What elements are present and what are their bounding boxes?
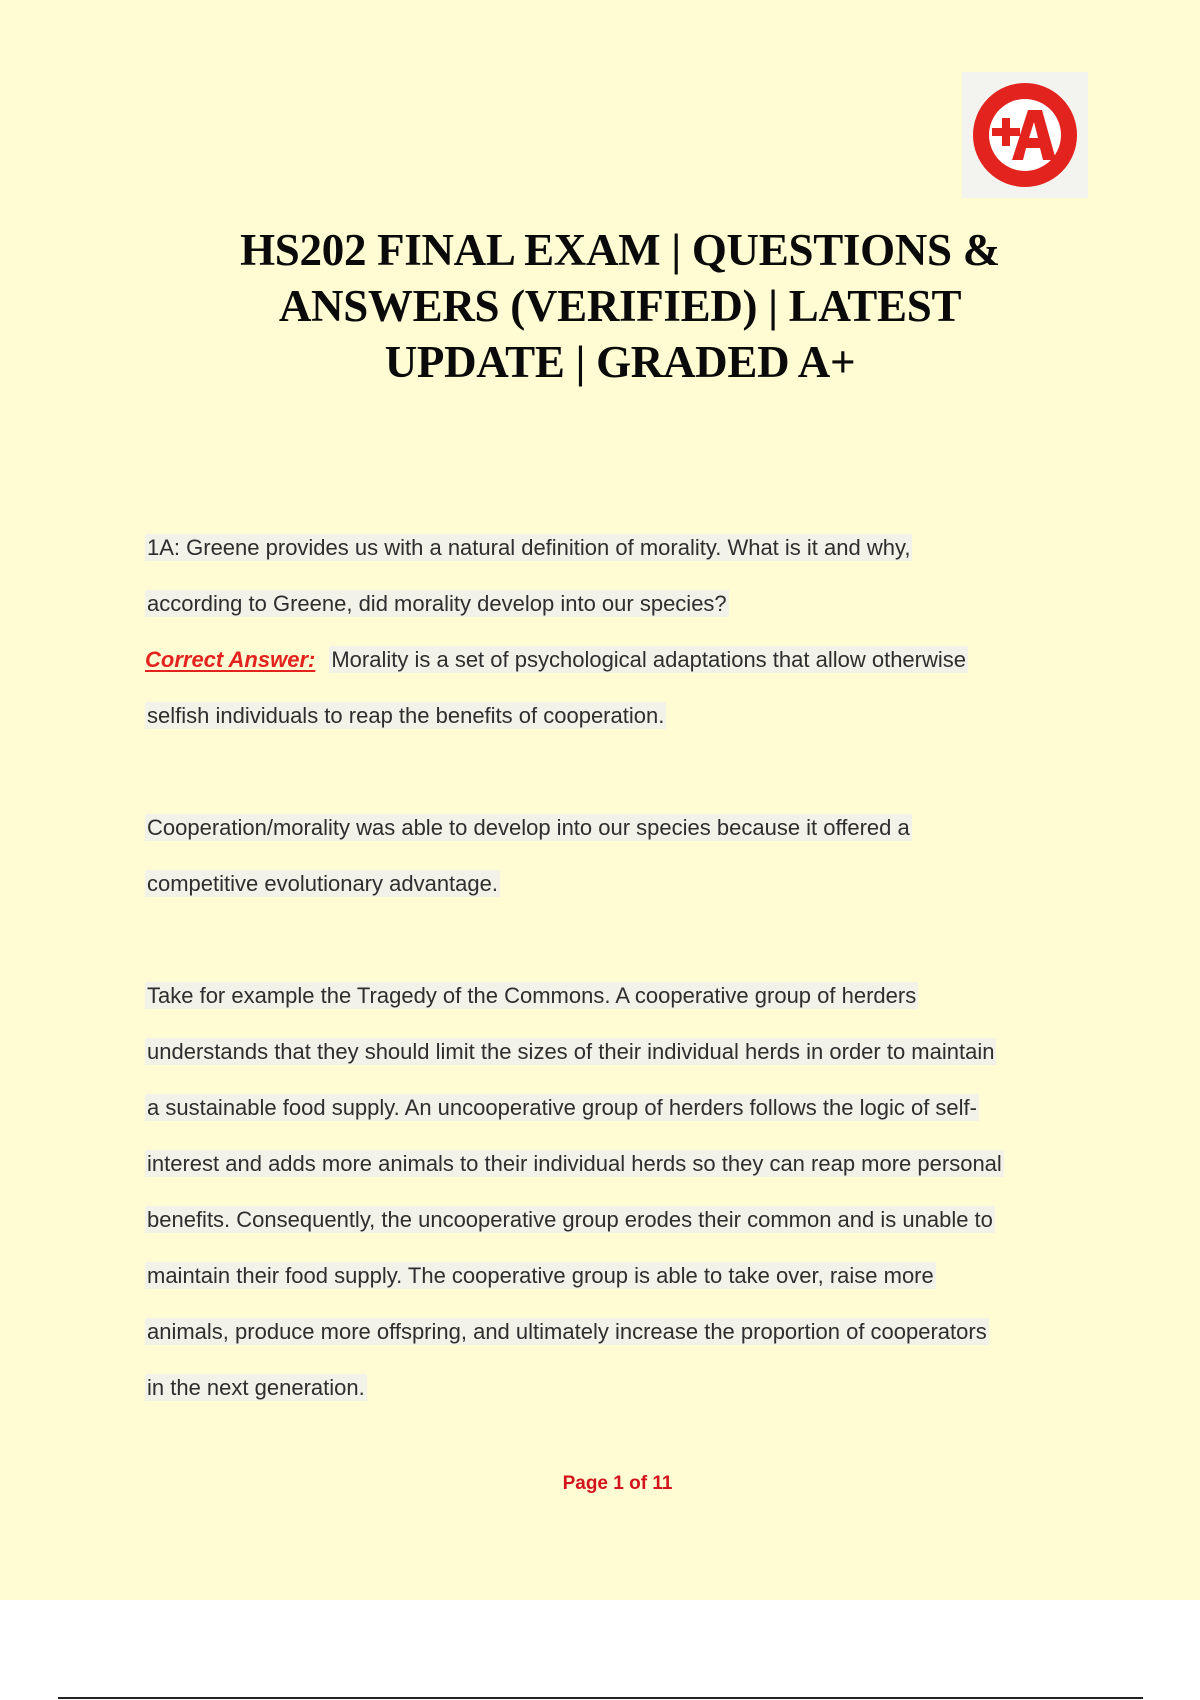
paragraph-line: maintain their food supply. The cooperative group is able to take over, raise more [147, 1263, 934, 1288]
grade-a-plus-icon [962, 72, 1088, 198]
document-title [140, 222, 1100, 390]
title-line: HS202 FINAL EXAM | QUESTIONS & [240, 225, 1000, 275]
question-paragraph [145, 520, 1090, 632]
correct-answer-label: Correct Answer: [145, 647, 316, 672]
answer-line: Correct Answer: Morality is a set of psychological adaptations that allow otherwise [145, 647, 967, 672]
answer-line: selfish individuals to reap the benefits of cooperation. [147, 703, 665, 728]
title-line: ANSWERS (VERIFIED) | LATEST [278, 281, 962, 331]
paragraph-spacer [145, 744, 1090, 800]
question-line: according to Greene, did morality develop into our species? [147, 591, 727, 616]
advantage-paragraph [145, 800, 1090, 912]
paragraph-line: benefits. Consequently, the uncooperative group erodes their common and is unable to [147, 1207, 993, 1232]
paragraph-line: animals, produce more offspring, and ultimately increase the proportion of cooperators [147, 1319, 987, 1344]
paragraph-line: a sustainable food supply. An uncooperative group of herders follows the logic of self- [147, 1095, 977, 1120]
paragraph-line: interest and adds more animals to their individual herds so they can reap more personal [147, 1151, 1002, 1176]
question-line: 1A: Greene provides us with a natural definition of morality. What is it and why, [147, 535, 911, 560]
page-number: Page 1 of 11 [562, 1473, 673, 1494]
page-divider [58, 1697, 1143, 1699]
paragraph-line: understands that they should limit the sizes of their individual herds in order to maintain [147, 1039, 995, 1064]
title-line: UPDATE | GRADED A+ [384, 337, 856, 387]
paragraph-spacer [145, 912, 1090, 968]
paragraph-line: Cooperation/morality was able to develop into our species because it offered a [147, 815, 910, 840]
answer-paragraph [145, 632, 1090, 744]
grade-a-plus-logo [962, 72, 1088, 198]
paragraph-line: Take for example the Tragedy of the Commons. A cooperative group of herders [147, 983, 917, 1008]
paragraph-line: in the next generation. [147, 1375, 365, 1400]
example-paragraph [145, 968, 1090, 1416]
document-body [145, 520, 1090, 1416]
paragraph-line: competitive evolutionary advantage. [147, 871, 498, 896]
